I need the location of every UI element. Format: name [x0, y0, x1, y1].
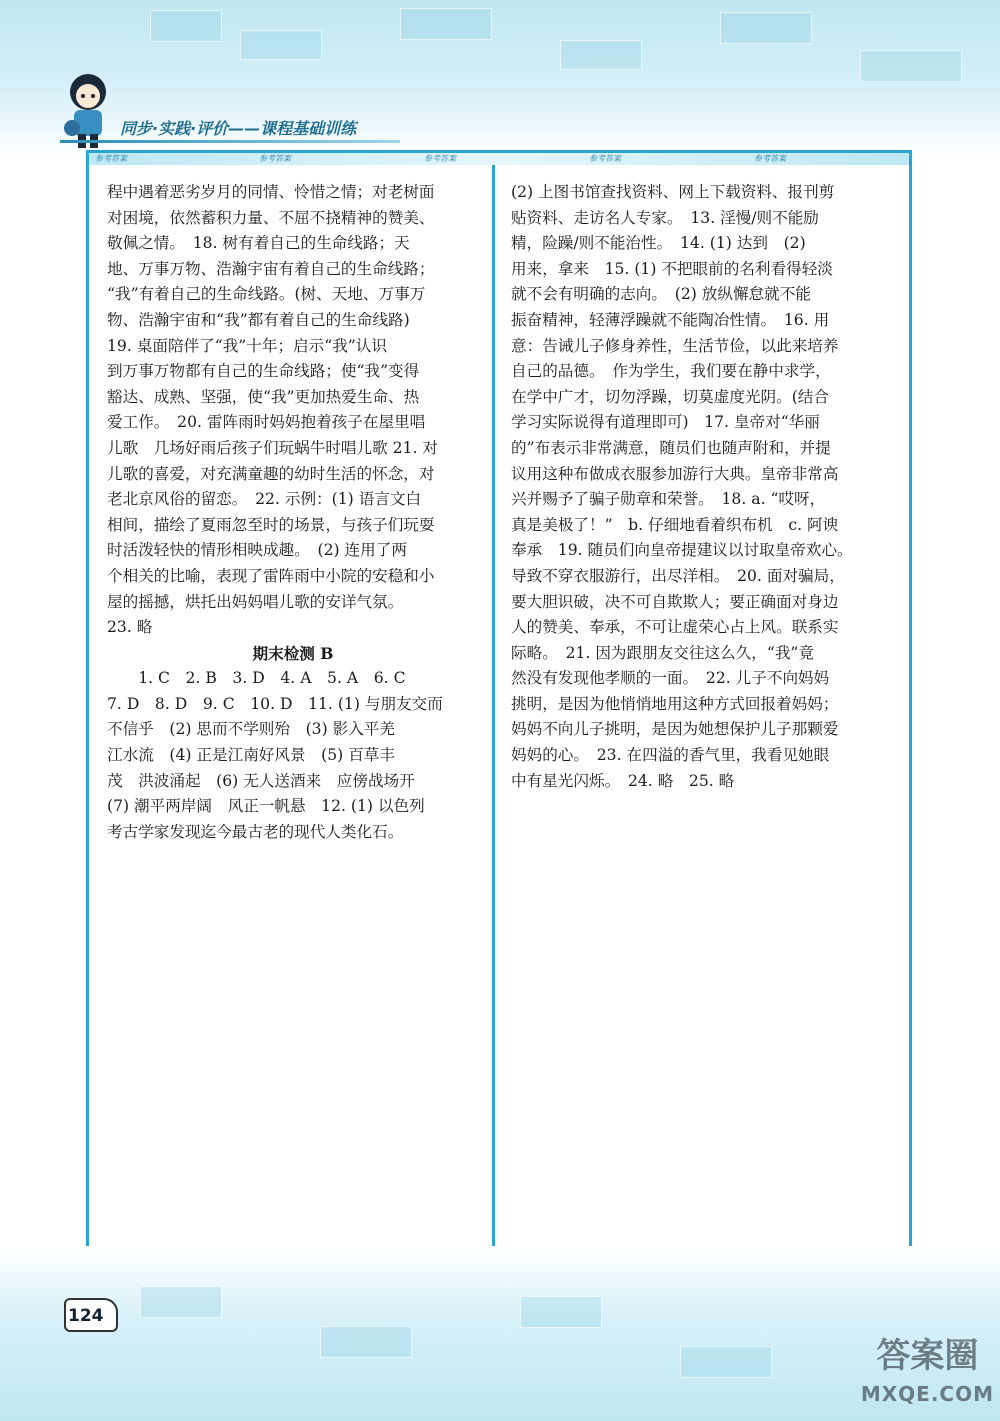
watermark-main: 答案圈: [876, 1336, 979, 1376]
answer-line: 妈妈不向儿子挑明，是因为她想保护儿子那颗爱: [511, 720, 839, 739]
answer-line: 议用这种布做成衣服参加游行大典。皇帝非常高: [511, 464, 839, 483]
banner-brick: [680, 1346, 772, 1378]
answer-line: 的”布表示非常满意，随员们也随声附和，并提: [511, 438, 831, 457]
answer-line: 老北京风俗的留恋。 22. 示例：(1) 语言文白: [107, 490, 422, 509]
answer-line: 儿歌 几场好雨后孩子们玩蜗牛时唱儿歌 21. 对: [107, 438, 438, 457]
ribbon-label: 参考答案: [259, 154, 291, 163]
page-number: 124: [68, 1306, 104, 1326]
answer-line: 导致不穿衣服游行，出尽洋相。 20. 面对骗局，: [511, 566, 845, 585]
watermark-sub: MXQE.COM: [860, 1382, 994, 1406]
banner-brick: [520, 1296, 602, 1328]
left-answer-lines: [107, 180, 479, 641]
ribbon-label: 参考答案: [424, 154, 456, 163]
banner-brick: [720, 12, 812, 44]
answer-line: 爱工作。 20. 雷阵雨时妈妈抱着孩子在屋里唱: [107, 413, 426, 432]
header-title: 同步·实践·评价——课程基础训练: [120, 119, 357, 138]
answer-line: 贴资料、走访名人专家。 13. 淫慢/则不能励: [511, 208, 819, 227]
bottom-banner: [0, 1246, 1000, 1421]
banner-brick: [240, 30, 322, 60]
answer-line: 7. D 8. D 9. C 10. D 11. (1) 与朋友交而: [107, 694, 443, 713]
ribbon-label: 参考答案: [95, 154, 127, 163]
answer-line: 际略。 21. 因为跟朋友交往这么久，“我”竟: [511, 643, 814, 662]
banner-brick: [140, 1286, 222, 1318]
answer-line: 1. C 2. B 3. D 4. A 5. A 6. C: [107, 669, 406, 688]
answer-line: 物、浩瀚宇宙和“我”都有着自己的生命线路): [107, 310, 410, 329]
answer-line: 19. 桌面陪伴了“我”十年；启示“我”认识: [107, 336, 387, 355]
header-underline: [60, 140, 400, 143]
answer-line: 茂 洪波涌起 (6) 无人送酒来 应傍战场开: [107, 771, 415, 790]
right-column: [511, 180, 891, 794]
top-ribbon: [89, 153, 909, 165]
answer-line: 挑明，是因为他悄悄地用这种方式回报着妈妈；: [511, 694, 839, 713]
answer-line: 妈妈的心。 23. 在四溢的香气里，我看见她眼: [511, 746, 830, 765]
answer-line: 23. 略: [107, 618, 153, 637]
answer-line: 考古学家发现迄今最古老的现代人类化石。: [107, 822, 404, 841]
answer-line: 真是美极了！” b. 仔细地看着织布机 c. 阿谀: [511, 515, 839, 534]
answer-line: 人的赞美、奉承，不可让虚荣心占上风。联系实: [511, 618, 839, 637]
answer-line: (7) 潮平两岸阔 风正一帆悬 12. (1) 以色列: [107, 797, 425, 816]
banner-brick: [400, 8, 492, 40]
answer-line: 江水流 (4) 正是江南好风景 (5) 百草丰: [107, 746, 395, 765]
mascot-icon: [58, 70, 118, 150]
left-column: [107, 180, 479, 845]
answer-line: 兴并赐予了骗子勋章和荣誉。 18. a. “哎呀，: [511, 490, 826, 509]
answer-line: “我”有着自己的生命线路。(树、天地、万事万: [107, 285, 426, 304]
answer-line: 豁达、成熟、坚强，使“我”更加热爱生命、热: [107, 387, 420, 406]
ribbon-label: 参考答案: [754, 154, 786, 163]
answer-line: 就不会有明确的志向。 (2) 放纵懈怠就不能: [511, 285, 811, 304]
banner-brick: [150, 10, 222, 42]
answer-line: 然没有发现他孝顺的一面。 22. 儿子不向妈妈: [511, 669, 830, 688]
watermark: [861, 1337, 994, 1413]
answer-line: 程中遇着恶劣岁月的同情、怜惜之情；对老树面: [107, 183, 435, 201]
answer-line: 地、万事万物、浩瀚宇宙有着自己的生命线路；: [107, 259, 435, 278]
answer-line: 奉承 19. 随员们向皇帝提建议以讨取皇帝欢心。: [511, 541, 853, 560]
banner-brick: [860, 50, 962, 82]
answer-line: 敬佩之情。 18. 树有着自己的生命线路；天: [107, 234, 410, 253]
answer-line: 相间，描绘了夏雨忽至时的场景，与孩子们玩耍: [107, 515, 435, 534]
answer-line: 要大胆识破，决不可自欺欺人；要正确面对身边: [511, 592, 839, 611]
answer-line: 对困境，依然蓄积力量、不屈不挠精神的赞美、: [107, 208, 435, 227]
banner-brick: [560, 40, 642, 70]
answer-line: 精，险躁/则不能治性。 14. (1) 达到 (2): [511, 234, 806, 253]
right-answer-lines: [511, 180, 891, 794]
answer-line: 意：告诫儿子修身养性，生活节俭，以此来培养: [511, 336, 839, 355]
answer-line: 振奋精神，轻薄浮躁就不能陶冶性情。 16. 用: [511, 310, 830, 329]
answer-line: 儿歌的喜爱，对充满童趣的幼时生活的怀念，对: [107, 464, 435, 483]
answer-line: 到万事万物都有自己的生命线路；使“我”变得: [107, 362, 420, 381]
ribbon-label: 参考答案: [589, 154, 621, 163]
answer-line: 用来，拿来 15. (1) 不把眼前的名利看得轻淡: [511, 259, 833, 278]
answer-line: 时活泼轻快的情形相映成趣。 (2) 连用了两: [107, 541, 407, 560]
answer-line: 在学中广才，切勿浮躁，切莫虚度光阴。(结合: [511, 387, 829, 406]
answer-line: (2) 上图书馆查找资料、网上下载资料、报刊剪: [511, 183, 835, 201]
left-answer-lines-after: [107, 666, 479, 845]
answer-line: 不信乎 (2) 思而不学则殆 (3) 影入平羌: [107, 720, 395, 739]
answer-line: 屋的摇撼，烘托出妈妈唱儿歌的安详气氛。: [107, 592, 404, 611]
section-title: 期末检测 B: [252, 643, 334, 663]
answer-line: 学习实际说得有道理即可) 17. 皇帝对“华丽: [511, 413, 820, 432]
answer-line: 中有星光闪烁。 24. 略 25. 略: [511, 771, 735, 790]
answer-line: 个相关的比喻，表现了雷阵雨中小院的安稳和小: [107, 566, 435, 585]
banner-brick: [320, 1326, 412, 1358]
answer-line: 自己的品德。 作为学生，我们要在静中求学，: [511, 362, 831, 381]
column-divider: [492, 150, 495, 1278]
